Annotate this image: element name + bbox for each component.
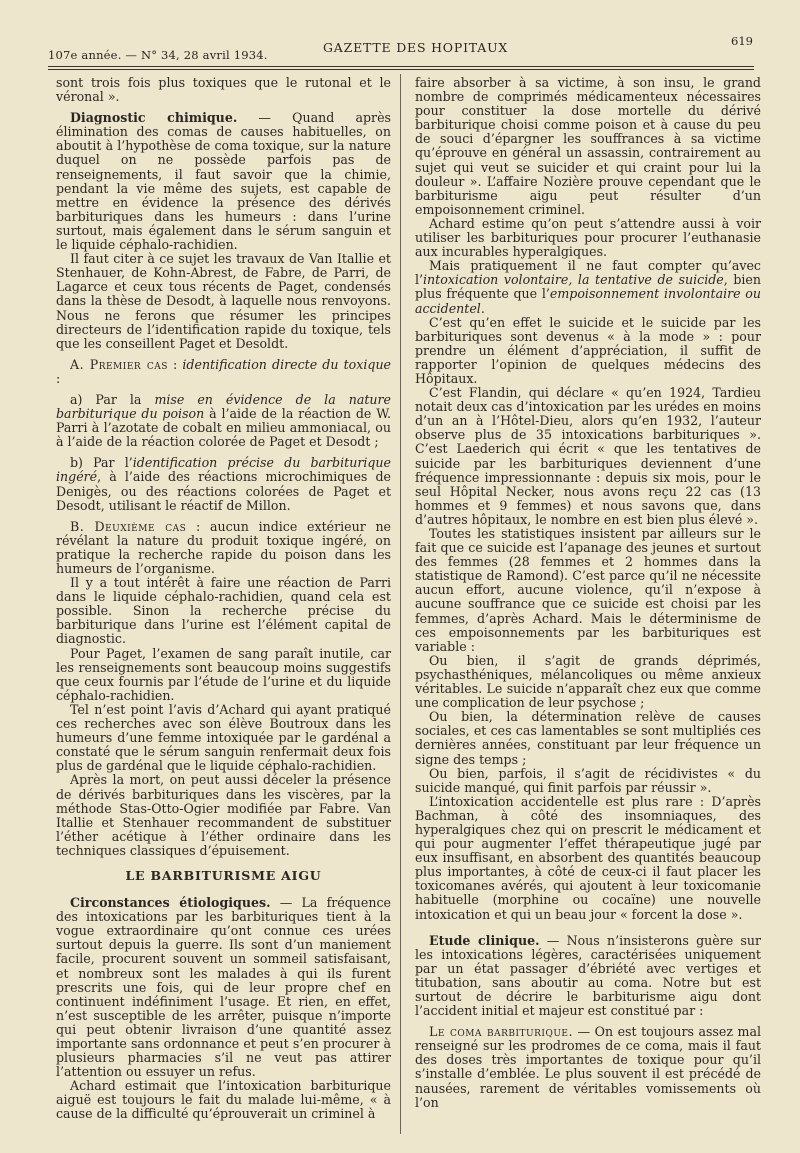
paragraph: Ou bien, parfois, il s’agit de récidivistes « du suicide manqué, qui finit parfois par réussir ». (415, 765, 761, 795)
paragraph-case-a: A. Premier cas : identification directe du toxique : (56, 356, 392, 386)
paragraph-intoxication: Mais pratiquement il ne faut compter qu’avec l’intoxication volontaire, la tentative de suicide, bien plus fréquente que l’empoisonnement involontaire ou accidentel. (415, 258, 761, 316)
paragraph: Achard estimait que l’intoxication barbiturique aiguë est toujours le fait du malade lui-même, « à cause de la difficulté qu’éprouverait un criminel à (56, 1078, 391, 1122)
left-column (56, 76, 391, 1122)
paragraph-etude: Etude clinique. — Nous n’insisterons guère sur les intoxications légères, caractérisées uniquement par un état passager d’ébriété avec vertiges et titubation, sans aboutir au coma. Notre but est surtout de décrire le barbiturisme aigu dont l’accident initial et majeur est constitué par : (415, 932, 761, 1019)
paragraph: Ou bien, la détermination relève de causes sociales, et ces cas lamentables se sont multipliés ces dernières années, constituant par leur fréquence un signe des temps ; (415, 709, 761, 767)
paragraph: Tel n’est point l’avis d’Achard qui ayant pratiqué ces recherches avec son élève Boutroux dans les humeurs d’une femme intoxiquée par le gardénal a constaté que le sérum sanguin renfermait deux fois plus de gardénal que le liquide céphalo-rachidien. (56, 701, 391, 774)
right-column (415, 76, 761, 1110)
paragraph: Après la mort, on peut aussi déceler la présence de dérivés barbituriques dans les viscères, par la méthode Stas-Otto-Ogier modifiée par Fabre. Van Itallie et Stenhauer recommandent de substituer l’éther acétique à l’éther ordinaire dans les techniques classiques d’épuisement. (56, 772, 391, 858)
subheading-circonstances: Circonstances étiologiques. (70, 895, 271, 911)
page-header (48, 34, 753, 66)
header-rule (48, 66, 754, 67)
paragraph-diagnostic: Diagnostic chimique. — Quand après élimination des comas de causes habituelles, on aboutit à l’hypothèse de coma toxique, sur la nature duquel on ne possède parfois pas de renseignements, il faut savoir que la chimie, pendant la vie même des sujets, est capable de mettre en évidence la présence des dérivés barbituriques dans les humeurs : dans l’urine surtout, mais également dans le sérum sanguin et le liquide céphalo-rachidien. (56, 110, 391, 253)
paragraph: L’intoxication accidentelle est plus rare : D’après Bachman, à côté des insomniaques, des hyperalgiques chez qui on prescrit le médicament et qui pour augmenter l’effet thérapeutique jugé par eux insuffisant, en absorbent des quantités beaucoup plus importantes, à côté de ceux-ci il faut placer les toxicomanes avérés, qui ajoutent à leur toxicomanie habituelle (morphine ou cocaïne) une nouvelle intoxication et qui un beau jour « forcent la dose ». (415, 793, 761, 922)
subheading-diagnostic: Diagnostic chimique. (70, 110, 238, 126)
paragraph: C’est qu’en effet le suicide et le suicide par les barbituriques sont devenus « à la mode » : pour prendre un élément d’appréciation, il suffit de rapporter l’opinion de quelques médecins des Hôpitaux. (415, 314, 761, 386)
paragraph: Il faut citer à ce sujet les travaux de Van Itallie et Stenhauer, de Kohn-Abrest, de Fabre, de Parri, de Lagarce et ceux tous récents de Paget, condensés dans la thèse de Desodt, à laquelle nous renvoyons. Nous ne ferons que résumer les principes directeurs de l’identification rapide du toxique, tels que les conseillent Paget et Desoldt. (56, 251, 391, 351)
subheading-etude: Etude clinique. (429, 932, 540, 948)
paragraph: Toutes les statistiques insistent par ailleurs sur le fait que ce suicide est l’apanage des jeunes et surtout des femmes (28 femmes et 2 hommes dans la statistique de Ramond). C’est parce qu’il ne nécessite aucun effort, aucune violence, qu’il n’expose à aucune souffrance que ce suicide est choisi par les femmes, d’après Achard. Mais le déterminisme de ces empoisonnements par les barbituriques est variable : (415, 526, 761, 654)
paragraph: Il y a tout intérêt à faire une réaction de Parri dans le liquide céphalo-rachidien, quand cela est possible. Sinon la recherche précise du barbiturique dans l’urine est l’élément capital de diagnostic. (56, 575, 391, 647)
paragraph: C’est Flandin, qui déclare « qu’en 1924, Tardieu notait deux cas d’intoxication par les urédes en moins d’un an à l’Hôtel-Dieu, alors qu’en 1932, l’auteur observe plus de 35 intoxications barbituriques ». C’est Laederich qui écrit « que les tentatives de suicide par les barbituriques deviennent d’une fréquence impressionnante : depuis six mois, pour le seul Hôpital Necker, nous avons reçu 22 cas (13 hommes et 9 femmes) et nous savons que, dans d’autres hôpitaux, le nombre en est bien plus élevé ». (415, 385, 761, 527)
paragraph: faire absorber à sa victime, à son insu, le grand nombre de comprimés médicamenteux nécessaires pour constituer la dose mortelle du dérivé barbiturique choisi comme poison et à cause du peu de souci d’épargner les souffrances à sa victime qu’éprouve en général un assassin, contrairement au sujet qui veut se suicider et qui craint pour lui la douleur ». L’affaire Nozière prouve cependant que le barbiturisme aigu peut résulter d’un empoisonnement criminel. (415, 75, 761, 217)
paragraph: Achard estime qu’on peut s’attendre aussi à voir utiliser les barbituriques pour procurer l’euthanasie aux incurables hyperalgiques. (415, 215, 761, 260)
paragraph-circonstances: Circonstances étiologiques. — La fréquence des intoxications par les barbituriques tient à la vogue extraordinaire qu’ont connue ces urées surtout depuis la guerre. Ils sont d’un maniement facile, procurent souvent un sommeil satisfaisant, et nombreux sont les malades à qui ils furent prescrits une fois, qui de leur propre chef en continuent indéfiniment l’usage. Et rien, en effet, n’est susceptible de les arrêter, puisque n’importe qui peut obtenir livraison d’une quantité assez importante sans ordonnance et peut s’en procurer à plusieurs pharmacies s’il ne veut pas attirer l’attention ou essuyer un refus. (56, 895, 391, 1080)
case-b-label: B. Deuxième cas (70, 518, 187, 534)
paragraph: sont trois fois plus toxiques que le rutonal et le véronal ». (56, 75, 391, 105)
issue-line: 107e année. — N° 34, 28 avril 1934. (48, 48, 268, 62)
page-number: 619 (731, 34, 753, 48)
case-a-label: A. Premier cas (70, 356, 168, 372)
paragraph-case-b: B. Deuxième cas : aucun indice extérieur ne révélant la nature du produit toxique ingéré, on pratique la recherche rapide du poison dans les humeurs de l’organisme. (56, 518, 392, 576)
paragraph-a1: a) Par la mise en évidence de la nature barbiturique du poison à l’aide de la réaction de W. Parri à l’azotate de cobalt en milieu ammoniacal, ou à l’aide de la réaction colorée de Paget et Desodt ; (56, 391, 391, 450)
column-divider (400, 74, 401, 1134)
section-title: LE BARBITURISME AIGU (125, 867, 322, 883)
paragraph: Pour Paget, l’examen de sang paraît inutile, car les renseignements sont beaucoup moins suggestifs que ceux fournis par l’étude de l’urine et du liquide céphalo-rachidien. (56, 645, 391, 703)
paragraph-coma: Le coma barbiturique. — On est toujours assez mal renseigné sur les prodromes de ce coma, mais il faut des doses très importantes de toxique pour qu’il s’installe d’emblée. Le plus souvent il est précédé de nausées, rarement de véritables vomissements où l’on (415, 1024, 761, 1110)
header-rule-double (48, 69, 754, 70)
paragraph: Ou bien, il s’agit de grands déprimés, psychasthéniques, mélancoliques ou même anxieux véritables. Le suicide n’apparaît chez eux que comme une complication de leur psychose ; (415, 652, 761, 711)
journal-title: GAZETTE DES HOPITAUX (323, 40, 509, 55)
subheading-coma: Le coma barbiturique. (429, 1024, 573, 1040)
paragraph-b1: b) Par l’identification précise du barbiturique ingéré, à l’aide des réactions microchimiques de Denigès, ou des réactions colorées de Paget et Desodt, utilisant le réactif de Millon. (56, 455, 391, 513)
